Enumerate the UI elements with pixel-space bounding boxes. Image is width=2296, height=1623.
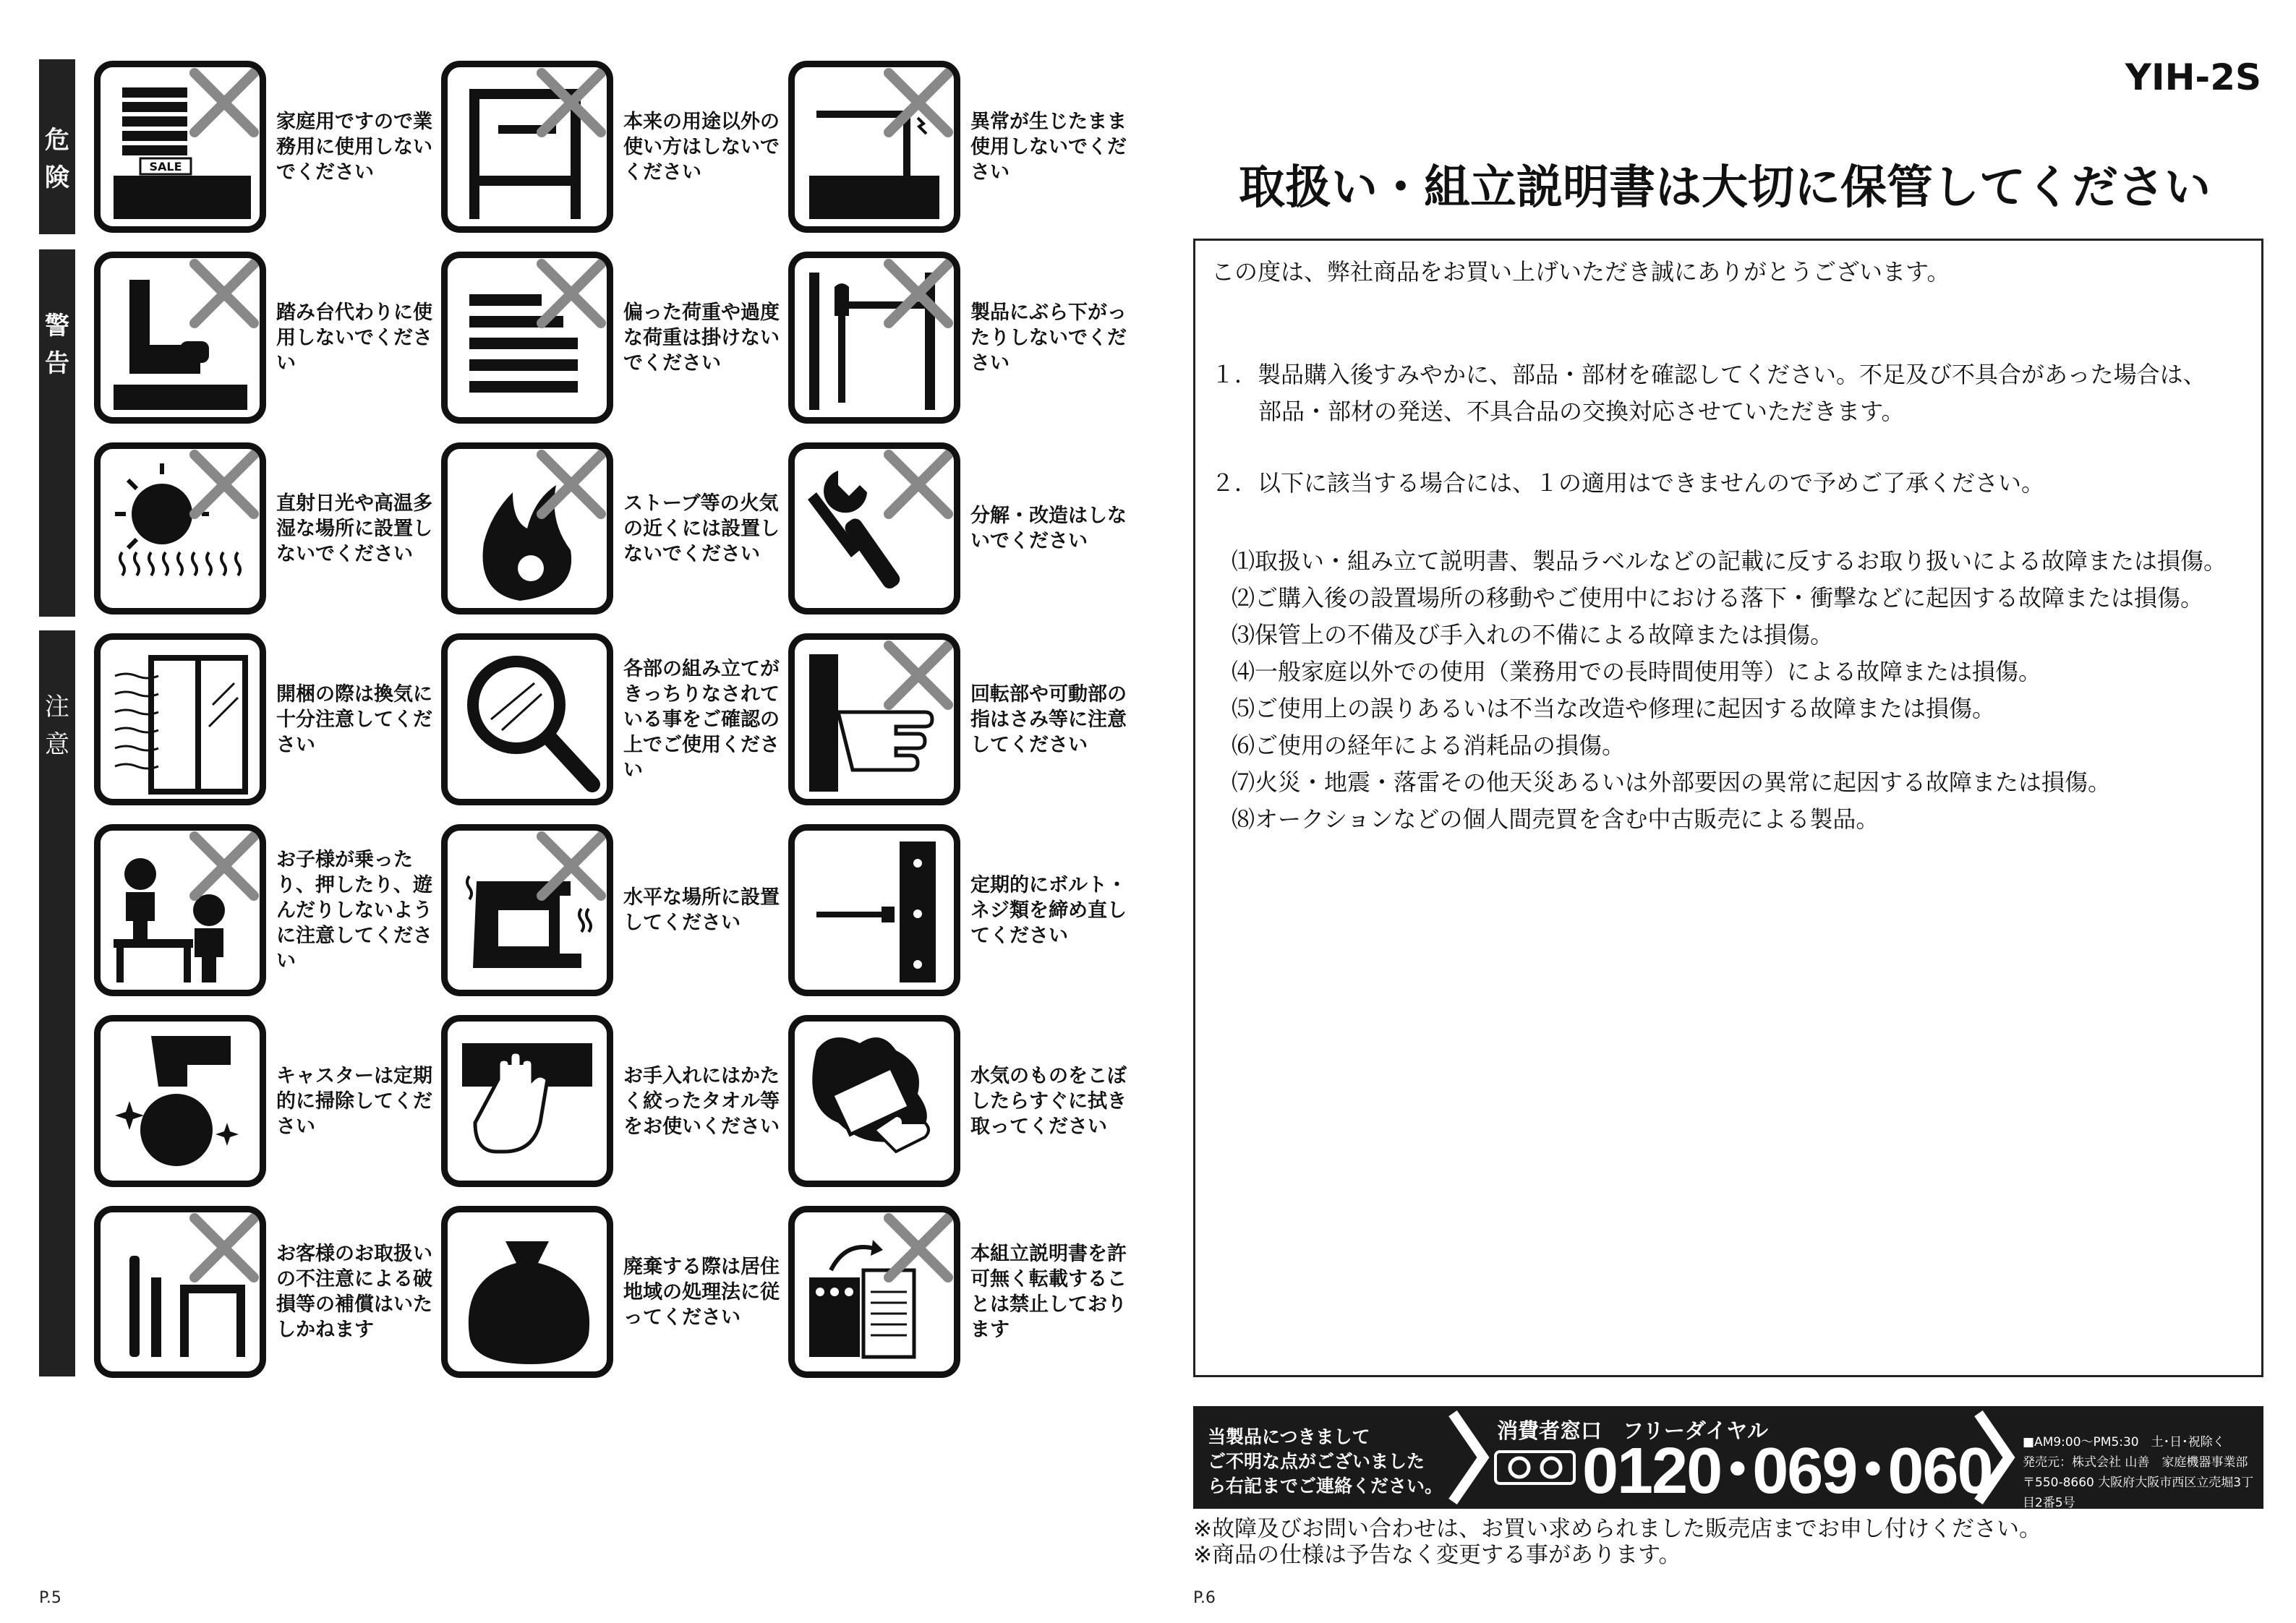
pictogram-caption: 回転部や可動部の指はさみ等に注意してください	[970, 682, 1127, 756]
address: 〒550-8660 大阪府大阪市西区立売堀3丁目2番5号	[2023, 1476, 2254, 1510]
sub-item: ⑴取扱い・組み立て説明書、製品ラベルなどの記載に反するお取り扱いによる故障または損傷。	[1232, 547, 2227, 575]
pictogram-cell	[94, 824, 441, 996]
pictogram-cell	[788, 824, 1135, 996]
intro-text: この度は、弊社商品をお買い上げいただき誠にありがとうございます。	[1211, 258, 1950, 286]
pictogram-caption: 本来の用途以外の使い方はしないでください	[623, 110, 780, 184]
item-2: ２．以下に該当する場合には、１の適用はできませんので予めご了承ください。	[1211, 469, 2045, 497]
pictogram-cell	[441, 1015, 788, 1187]
page-number-right: P.6	[1193, 1589, 1216, 1607]
contact-details	[2023, 1432, 2263, 1513]
pictogram-cell	[94, 1206, 441, 1378]
warning-tab: 警 告	[39, 249, 75, 617]
pictogram-cell	[94, 61, 441, 233]
level-surface-icon	[441, 824, 613, 996]
pictogram-caption: 本組立説明書を許可無く転載することは禁止しております	[970, 1243, 1127, 1341]
item-1-line2: 部品・部材の発送、不具合品の交換対応させていただきます。	[1258, 398, 1905, 425]
sub-item: ⑻オークションなどの個人間売買を含む中古販売による製品。	[1232, 805, 1879, 833]
pictogram-cell	[441, 633, 788, 805]
towel-clean-icon	[441, 1015, 613, 1187]
page-title: 取扱い・組立説明書は大切に保管してください	[1239, 161, 2211, 215]
magnifier-check-icon	[441, 633, 613, 805]
danger-tab: 危 険	[39, 59, 75, 234]
contact-lead-line: ご不明な点がございました	[1208, 1451, 1425, 1472]
caster-clean-icon	[94, 1015, 266, 1187]
chevron-right-icon	[1443, 1406, 1493, 1509]
pictogram-cell	[94, 442, 441, 614]
contact-lead-line: 当製品につきまして	[1208, 1426, 1370, 1447]
damage-tools-icon	[94, 1206, 266, 1378]
sunlight-humidity-icon	[94, 442, 266, 614]
pictogram-caption: 各部の組み立てがきっちりなされている事をご確認の上でご使用ください	[623, 657, 780, 781]
consumer-label: 消費者窓口 フリーダイヤル	[1497, 1418, 1768, 1443]
children-play-icon	[94, 824, 266, 996]
phone-number: 0120･069･060	[1582, 1435, 1992, 1507]
pictogram-cell	[441, 61, 788, 233]
disassembly-tools-icon	[788, 442, 960, 614]
pictogram-caption: 直射日光や高温多湿な場所に設置しないでください	[276, 492, 432, 565]
pictogram-cell	[94, 252, 441, 424]
pictogram-cell	[441, 442, 788, 614]
pictogram-caption: 家庭用ですので業務用に使用しないでください	[276, 110, 432, 184]
contact-bar	[1193, 1406, 2263, 1509]
pictogram-caption: キャスターは定期的に掃除してください	[276, 1064, 432, 1138]
sub-item: ⑶保管上の不備及び手入れの不備による故障または損傷。	[1232, 621, 1834, 648]
item-1	[1211, 356, 2206, 430]
pictogram-caption: 水平な場所に設置してください	[623, 886, 780, 934]
pictogram-cell	[94, 1015, 441, 1187]
sub-item: ⑸ご使用上の誤りあるいは不当な改造や修理に起因する故障または損傷。	[1232, 695, 1996, 722]
footnote: ※商品の仕様は予告なく変更する事があります。	[1193, 1542, 1681, 1568]
pictogram-cell	[441, 1206, 788, 1378]
contact-lead-line: ら右記までご連絡ください。	[1208, 1476, 1443, 1496]
ventilation-window-icon	[94, 633, 266, 805]
publisher: 発売元：株式会社 山善 家庭機器事業部	[2023, 1455, 2248, 1470]
footnote: ※故障及びお問い合わせは、お買い求められました販売店までお申し付けください。	[1193, 1516, 2041, 1542]
misuse-rack-icon	[441, 61, 613, 233]
pictogram-cell	[788, 252, 1135, 424]
contact-lead	[1208, 1425, 1443, 1499]
pictogram-cell	[788, 633, 1135, 805]
finger-pinch-icon	[788, 633, 960, 805]
info-box	[1193, 239, 2263, 1377]
pictogram-caption: 踏み台代わりに使用しないでください	[276, 301, 432, 374]
pictogram-caption: 製品にぶら下がったりしないでください	[970, 301, 1127, 374]
bolt-tighten-icon	[788, 824, 960, 996]
uneven-load-icon	[441, 252, 613, 424]
pictogram-caption: 廃棄する際は居住地域の処理法に従ってください	[623, 1255, 780, 1329]
sub-item: ⑺火災・地震・落雷その他天災あるいは外部要因の異常に起因する故障または損傷。	[1232, 768, 2112, 796]
sub-item: ⑹ご使用の経年による消耗品の損傷。	[1232, 732, 1626, 759]
fire-stove-icon	[441, 442, 613, 614]
model-number: YIH-2S	[2125, 56, 2261, 98]
disposal-bag-icon	[441, 1206, 613, 1378]
chevron-right-icon	[1968, 1406, 2019, 1509]
pictogram-caption: 異常が生じたまま使用しないでください	[970, 110, 1127, 184]
item-1-line1: １．製品購入後すみやかに、部品・部材を確認してください。不足及び不具合があった場合は、	[1211, 361, 2206, 388]
hanging-icon	[788, 252, 960, 424]
abnormal-broken-icon	[788, 61, 960, 233]
business-hours: ■AM9:00〜PM5:30 土･日･祝除く	[2023, 1435, 2225, 1449]
pictogram-caption: ストーブ等の火気の近くには設置しないでください	[623, 492, 780, 565]
pictogram-cell	[788, 1206, 1135, 1378]
pictogram-cell	[441, 824, 788, 996]
pictogram-caption: お客様のお取扱いの不注意による破損等の補償はいたしかねます	[276, 1243, 432, 1341]
footnotes	[1193, 1516, 2041, 1568]
page-number-left: P.5	[39, 1589, 61, 1607]
pictogram-caption: お子様が乗ったり、押したり、遊んだりしないように注意してください	[276, 848, 432, 972]
sub-item: ⑵ご購入後の設置場所の移動やご使用中における落下・衝撃などに起因する故障または損傷。	[1232, 584, 2204, 612]
pictogram-cell	[788, 61, 1135, 233]
pictogram-caption: お手入れにはかたく絞ったタオル等をお使いください	[623, 1064, 780, 1138]
sale-shop-icon	[94, 61, 266, 233]
pictogram-caption: 偏った荷重や過度な荷重は掛けないでください	[623, 301, 780, 374]
step-stool-icon	[94, 252, 266, 424]
pictogram-cell	[788, 1015, 1135, 1187]
pictogram-cell	[788, 442, 1135, 614]
pictogram-caption: 水気のものをこぼしたらすぐに拭き取ってください	[970, 1064, 1127, 1138]
pictogram-cell	[441, 252, 788, 424]
freedial-icon	[1493, 1449, 1576, 1486]
pictogram-caption: 定期的にボルト・ネジ類を締め直してください	[970, 873, 1127, 947]
pictogram-cell	[94, 633, 441, 805]
svg-text:SALE: SALE	[149, 160, 182, 174]
copy-prohibited-icon	[788, 1206, 960, 1378]
pictogram-caption: 開梱の際は換気に十分注意してください	[276, 682, 432, 756]
pictogram-caption: 分解・改造はしないでください	[970, 505, 1127, 552]
sub-item: ⑷一般家庭以外での使用（業務用での長時間使用等）による故障または損傷。	[1232, 658, 2042, 685]
wipe-spill-icon	[788, 1015, 960, 1187]
caution-tab: 注 意	[39, 630, 75, 1376]
